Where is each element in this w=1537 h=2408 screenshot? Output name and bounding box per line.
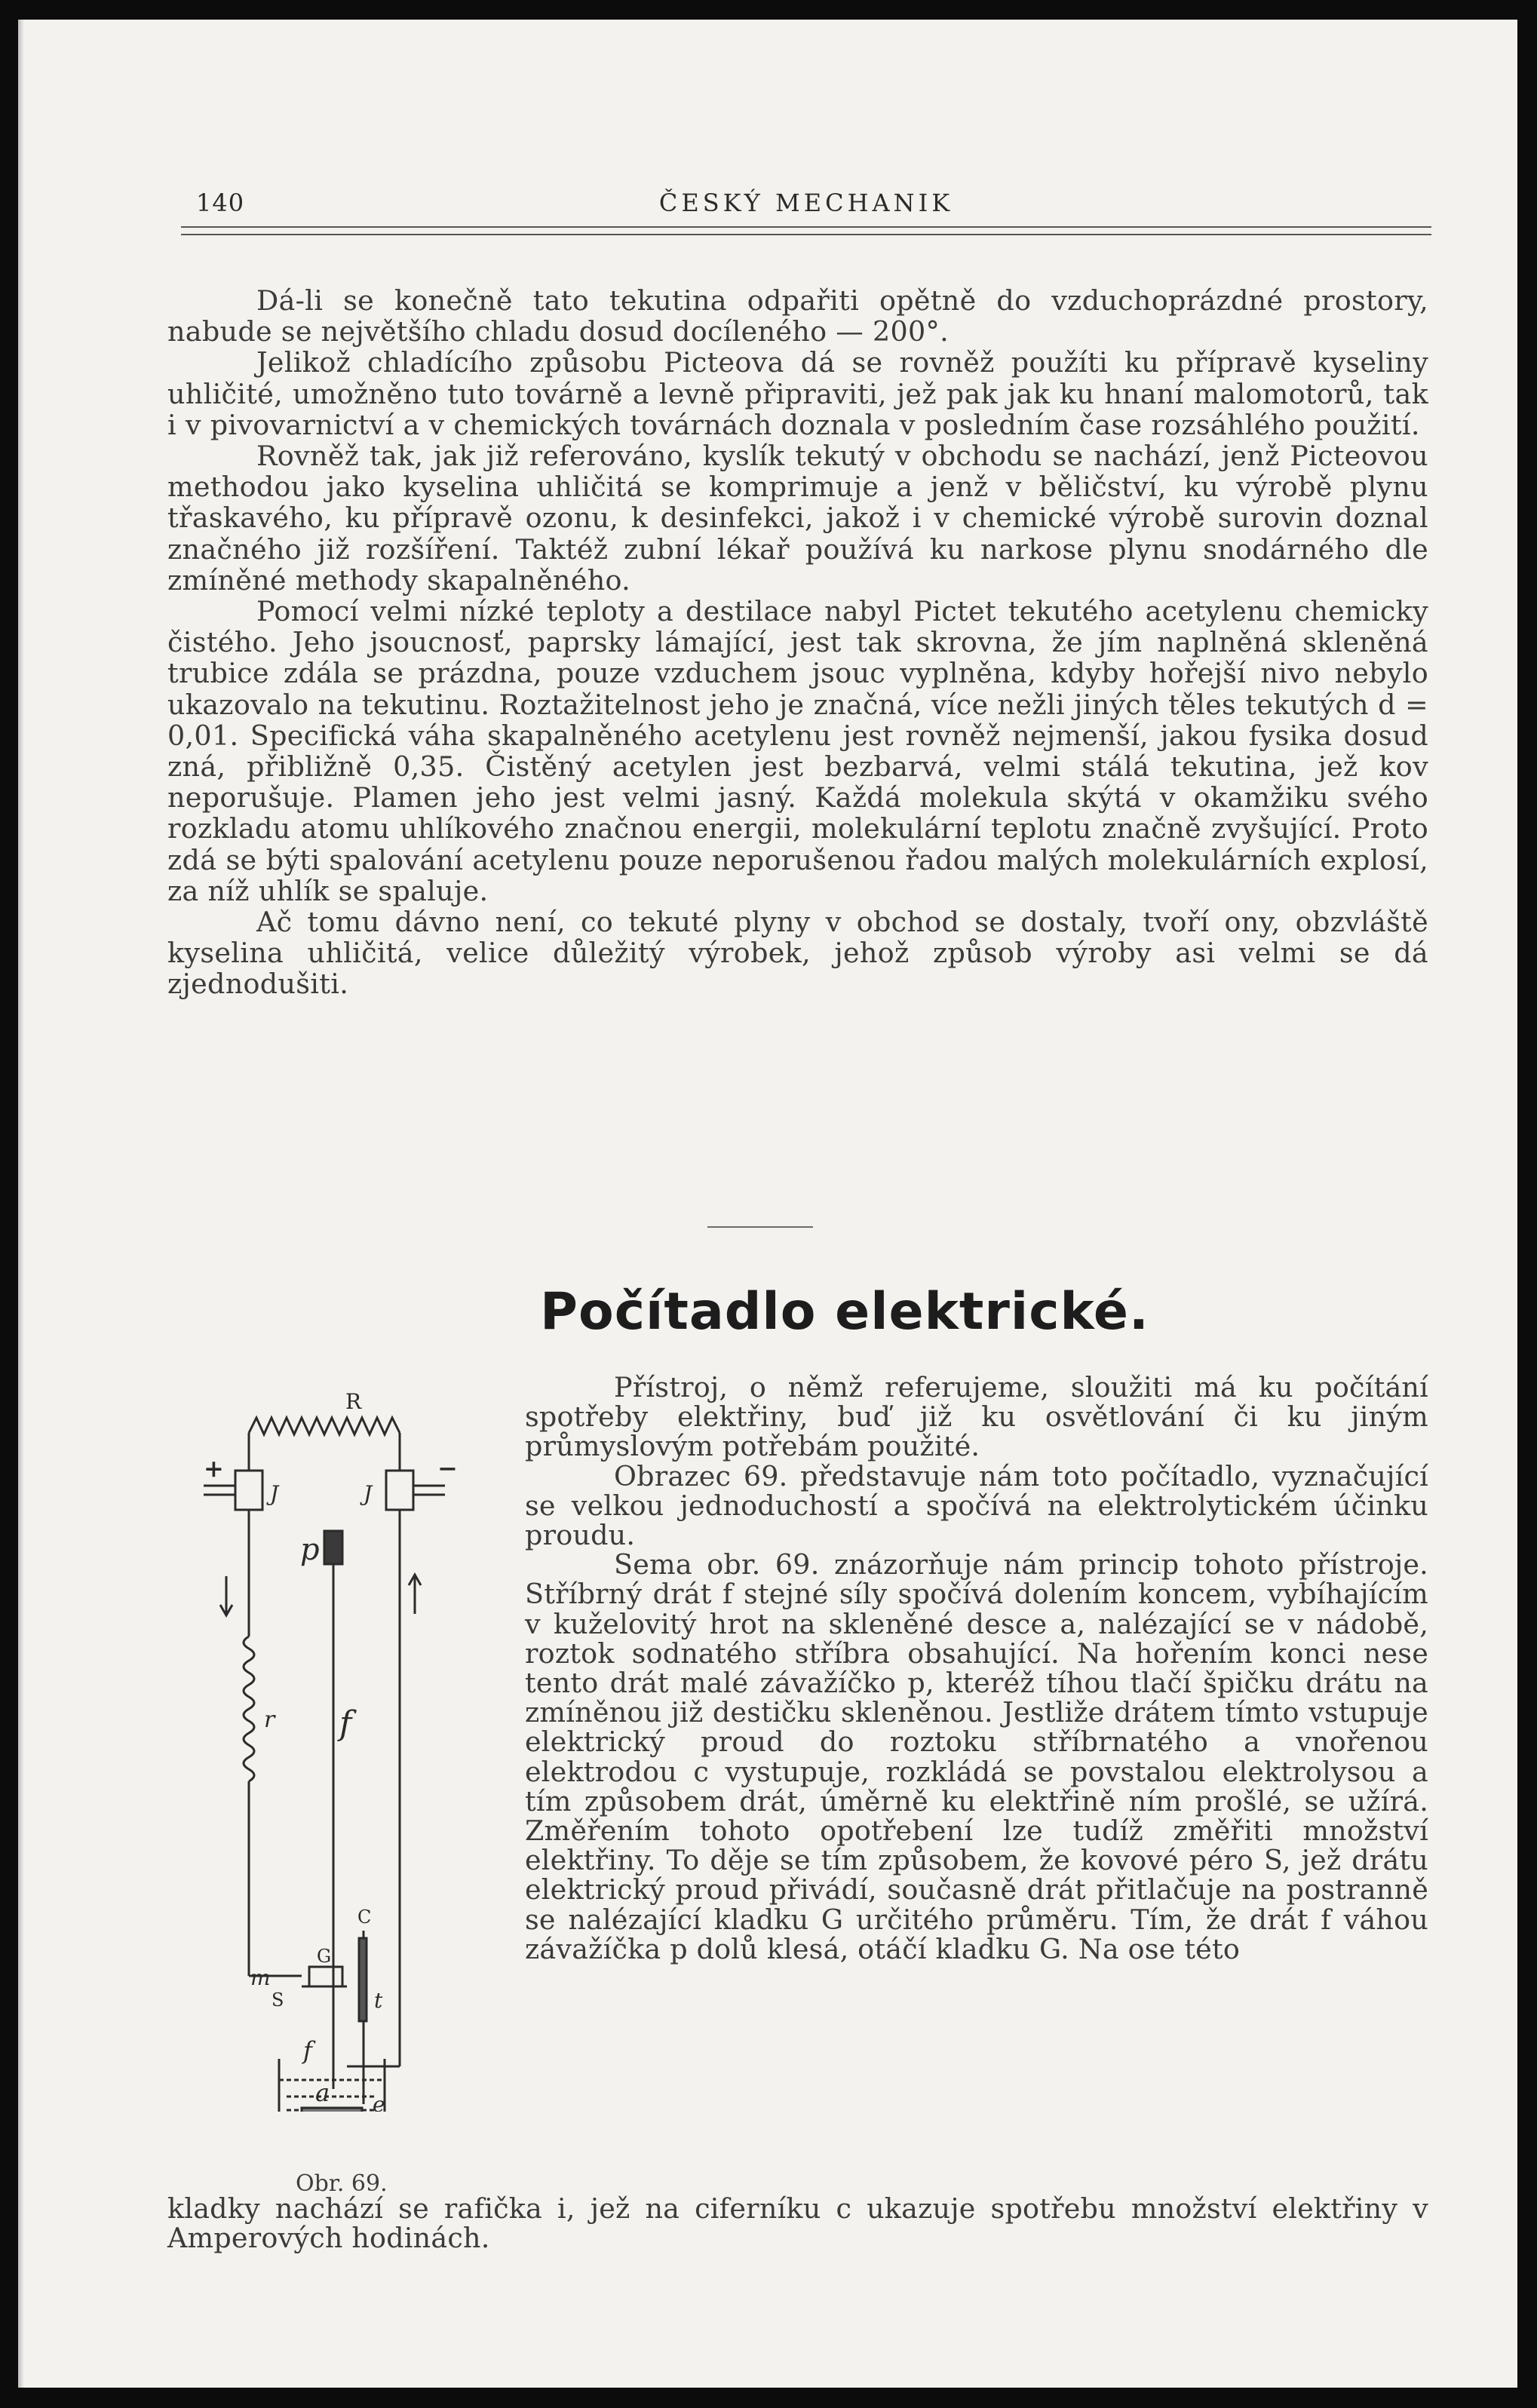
intro-paragraph-4: Pomocí velmi nízké teploty a destilace nabyl Pictet tekutého acetylenu chemicky čistého. Jeho jsoucnosť, paprsky lámající, jest tak skrovna, že jím naplněná skleněná trubice zdála se prázdna, pouze vzduchem jsouc vyplněna, kdyby hořejší nivo nebylo ukazovalo na tekutinu. Roztažitelnost jeho je značná, více nežli jiných těles tekutých d = 0,01. Specifická váha skapalněného acetylenu jest rovněž nejmenší, jakou fysika dosud zná, přibližně 0,35. Čistěný acetylen jest bezbarvá, velmi stálá tekutina, jež kov neporušuje. Plamen jeho jest velmi jasný. Každá molekula skýtá v okamžiku svého rozkladu atomu uhlíkového značnou energii, molekulární teplotu značně zvyšující. Proto zdá se býti spalování acetylenu pouze neporušenou řadou malých molekulárních explosí, za níž uhlík se spaluje. <box>167 595 1428 907</box>
meter-diagram <box>189 1388 513 2112</box>
figure-electric-meter <box>189 1388 513 2112</box>
page-number: 140 <box>196 189 245 217</box>
spring-r <box>244 1637 254 1781</box>
label-f: f <box>339 1704 352 1743</box>
label-R: R <box>345 1389 362 1414</box>
intro-paragraph-1: Dá-li se konečně tato tekutina odpařiti opětně do vzduchoprázdné prostory, nabude se největšího chladu dosud docíleného — 200°. <box>167 284 1428 348</box>
terminal-left <box>235 1471 262 1510</box>
figure-caption: Obr. 69. <box>296 2170 388 2197</box>
pulley-g <box>309 1967 342 1986</box>
label-t: t <box>374 1988 383 2013</box>
running-header <box>181 179 1431 222</box>
glass-plate-a <box>302 2108 362 2112</box>
running-title: ČESKÝ MECHANIK <box>658 189 954 217</box>
label-r: r <box>264 1707 275 1733</box>
terminal-right <box>386 1471 413 1510</box>
weight-p <box>324 1531 342 1564</box>
label-minus: − <box>437 1454 458 1483</box>
label-plus: + <box>204 1454 224 1483</box>
dial <box>359 1938 367 2021</box>
label-J-right: J <box>364 1481 373 1506</box>
intro-paragraph-3: Rovněž tak, jak již referováno, kyslík tekutý v obchodu se nachází, jenž Picteovou methodou jako kyselina uhličitá se komprimuje a jenž v běličství, ku výrobě plynu třaskavého, ku přípravě ozonu, k desinfekci, jakož i v chemické výrobě surovin doznal značného již rozšíření. Taktéž zubní lékař používá ku narkose plynu snodárného dle zmíněné methody skapalněného. <box>167 440 1428 597</box>
label-J-left: J <box>270 1481 279 1506</box>
label-S: S <box>272 1989 284 2011</box>
page-edge-shadow <box>18 20 24 2388</box>
label-p: p <box>300 1532 320 1567</box>
section-separator <box>707 1226 813 1228</box>
article-paragraph-1: Přístroj, o němž referujeme, sloužiti má ku počítání spotřeby elektřiny, buď již ku osvětlování či ku jiným průmyslovým potřebám použité. <box>525 1371 1428 1463</box>
article-text <box>525 1373 1428 1964</box>
intro-paragraph-5: Ač tomu dávno není, co tekuté plyny v obchod se dostaly, tvoří ony, obzvláště kyselina uhličitá, velice důležitý výrobek, jehož způsob výroby asi velmi se dá zjednodušiti. <box>167 906 1428 1001</box>
label-a: a <box>315 2078 330 2107</box>
article-title: Počítadlo elektrické. <box>540 1282 1149 1342</box>
article-paragraph-2: Obrazec 69. představuje nám toto počítadlo, vyznačující se velkou jednoduchostí a spočívá na elektrolytickém účinku proudu. <box>525 1459 1428 1552</box>
label-G: G <box>317 1946 332 1967</box>
header-rule-top <box>181 226 1431 228</box>
intro-paragraph-2: Jelikož chladícího způsobu Picteova dá se rovněž použíti ku přípravě kyseliny uhličité, umožněno tuto továrně a levně připraviti, jež pak jak ku hnaní malomotorů, tak i v pivovarnictví a v chemických továrnách doznala v posledním čase rozsáhlého použití. <box>167 346 1428 441</box>
intro-text <box>167 285 1428 1000</box>
label-m: m <box>250 1965 271 1990</box>
header-rule-bottom <box>181 234 1431 235</box>
label-C: C <box>357 1906 372 1928</box>
label-e: e <box>373 2092 385 2112</box>
article-continuation: kladky nachází se rafička i, jež na ciferníku c ukazuje spotřebu množství elektřiny v Amperových hodinách. <box>167 2192 1428 2255</box>
article-paragraph-3: Sema obr. 69. znázorňuje nám princip tohoto přístroje. Stříbrný drát f stejné síly spočívá dolením koncem, vybíhajícím v kuželovitý hrot na skleněné desce a, nalézající se v nádobě, roztok sodnatého stříbra obsahující. Na hořením konci nese tento drát malé závažíčko p, kteréž tíhou tlačí špičku drátu na zmíněnou již destičku skleněnou. Jestliže drátem tímto vstupuje elektrický proud do roztoku stříbrnatého a vnořenou elektrodou c vystupuje, rozkládá se povstalou elektrolysou a tím způsobem drát, úměrně ku elektřině ním prošlé, se užírá. Změřením tohoto opotřebení lze tudíž změřiti množství elektřiny. To děje se tím způsobem, že kovové péro S, jež drátu elektrický proud přivádí, současně drát přitlačuje na postranně se nalézající kladku G určitého průměru. Tím, že drát f váhou závažíčka p dolů klesá, otáčí kladku G. Na ose této <box>525 1548 1428 1965</box>
label-f-lower: f <box>303 2036 312 2065</box>
resistor-r <box>249 1418 400 1434</box>
